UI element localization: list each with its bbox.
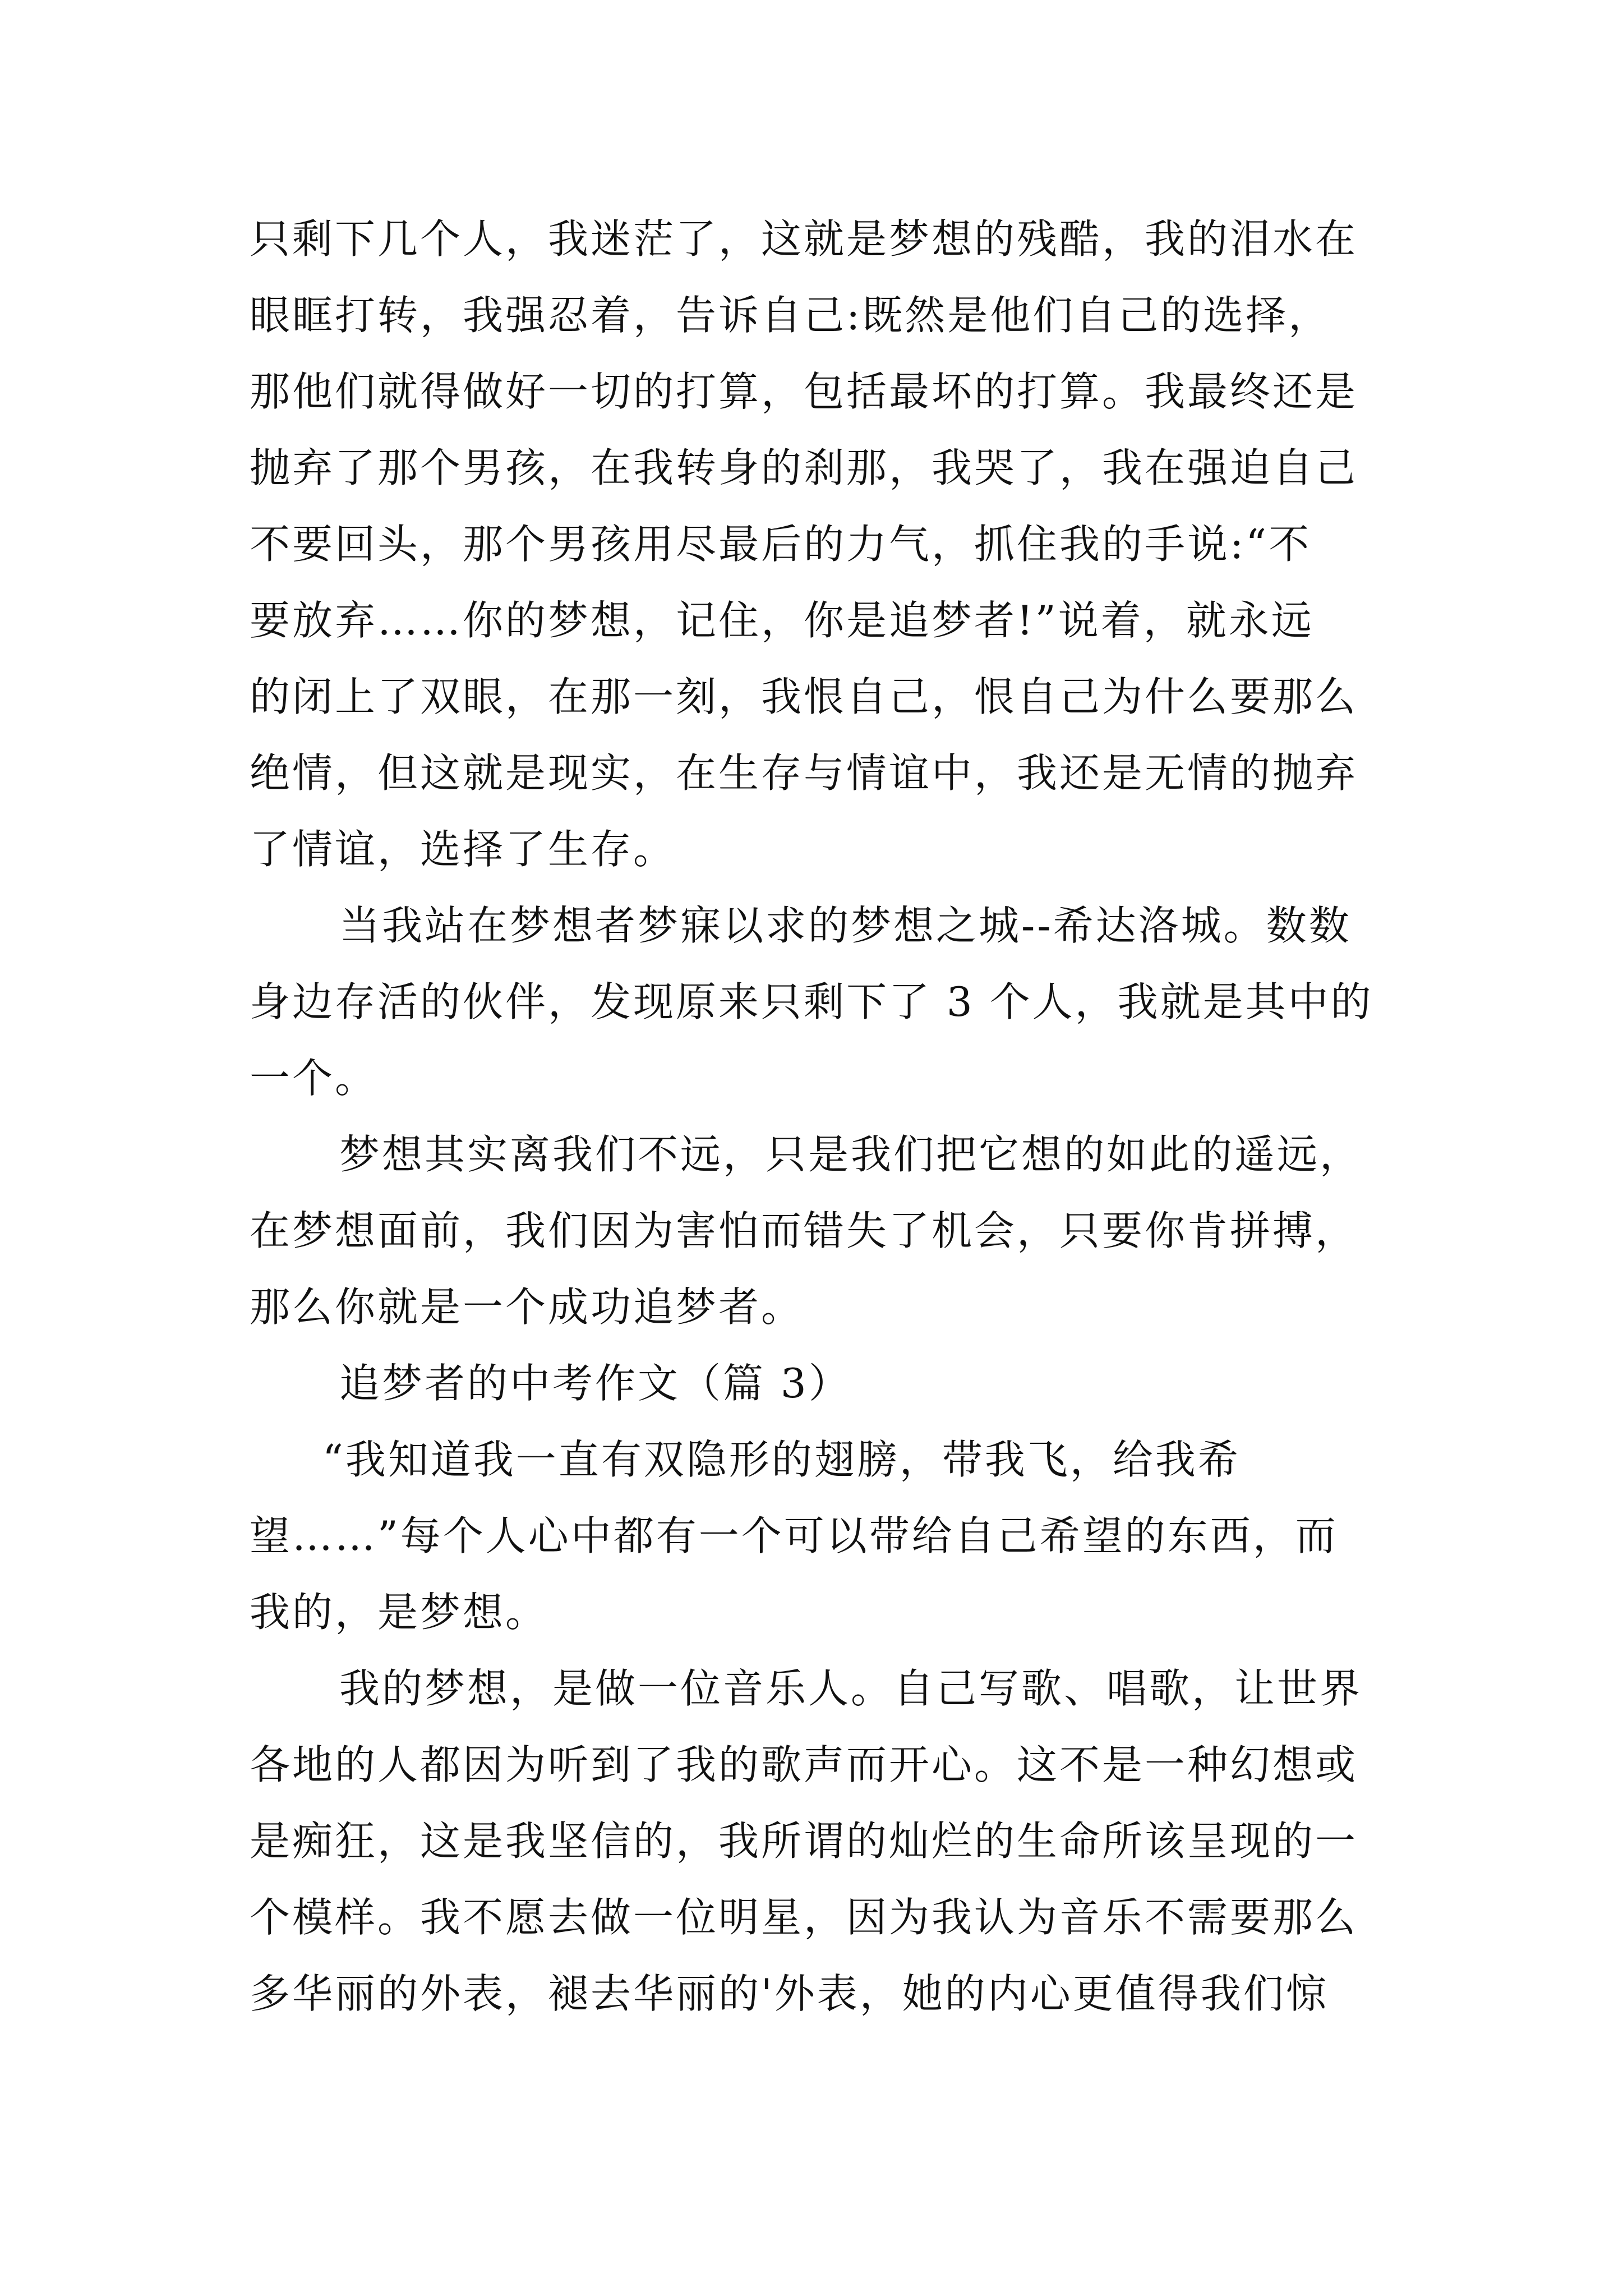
text-line: 那么你就是一个成功追梦者。	[250, 1283, 804, 1331]
text-line: 是痴狂，这是我坚信的，我所谓的灿烂的生命所该呈现的一	[250, 1818, 1358, 1865]
text-line: 我的，是梦想。	[250, 1589, 548, 1636]
paragraph-start-line: 我的梦想，是做一位音乐人。自己写歌、唱歌，让世界	[339, 1665, 1363, 1712]
text-line: 身边存活的伙伴，发现原来只剩下了 3 个人，我就是其中的	[250, 978, 1373, 1025]
text-line: 绝情，但这就是现实，在生存与情谊中，我还是无情的抛弃	[250, 749, 1358, 797]
text-line: 一个。	[250, 1055, 378, 1102]
text-line: 的闭上了双眼，在那一刻，我恨自己，恨自己为什么要那么	[250, 673, 1358, 720]
paragraph-start-line: 梦想其实离我们不远，只是我们把它想的如此的遥远，	[339, 1131, 1363, 1178]
text-line: 在梦想面前，我们因为害怕而错失了机会，只要你肯拼搏，	[250, 1207, 1358, 1254]
text-line: 个模样。我不愿去做一位明星，因为我认为音乐不需要那么	[250, 1894, 1358, 1941]
text-line: 抛弃了那个男孩，在我转身的刹那，我哭了，我在强迫自己	[250, 444, 1358, 491]
paragraph-start-line: 当我站在梦想者梦寐以求的梦想之城--希达洛城。数数	[339, 902, 1352, 949]
text-line: 那他们就得做好一切的打算，包括最坏的打算。我最终还是	[250, 368, 1358, 415]
text-line: 望……”每个人心中都有一个可以带给自己希望的东西，而	[250, 1512, 1338, 1559]
text-line: 各地的人都因为听到了我的歌声而开心。这不是一种幻想或	[250, 1741, 1358, 1788]
paragraph-start-line: “我知道我一直有双隐形的翅膀，带我飞，给我希	[322, 1436, 1241, 1483]
essay-text	[250, 201, 1394, 2032]
text-line: 了情谊，选择了生存。	[250, 826, 676, 873]
section-heading: 追梦者的中考作文（篇 3）	[339, 1360, 851, 1407]
text-line: 要放弃……你的梦想，记住，你是追梦者!”说着，就永远	[250, 597, 1314, 644]
text-line: 不要回头，那个男孩用尽最后的力气，抓住我的手说:“不	[250, 521, 1312, 568]
text-line: 眼眶打转，我强忍着，告诉自己:既然是他们自己的选择，	[250, 292, 1331, 339]
text-line: 多华丽的外表，褪去华丽的'外表，她的内心更值得我们惊	[250, 1970, 1329, 2017]
text-line: 只剩下几个人，我迷茫了，这就是梦想的残酷，我的泪水在	[250, 215, 1358, 263]
